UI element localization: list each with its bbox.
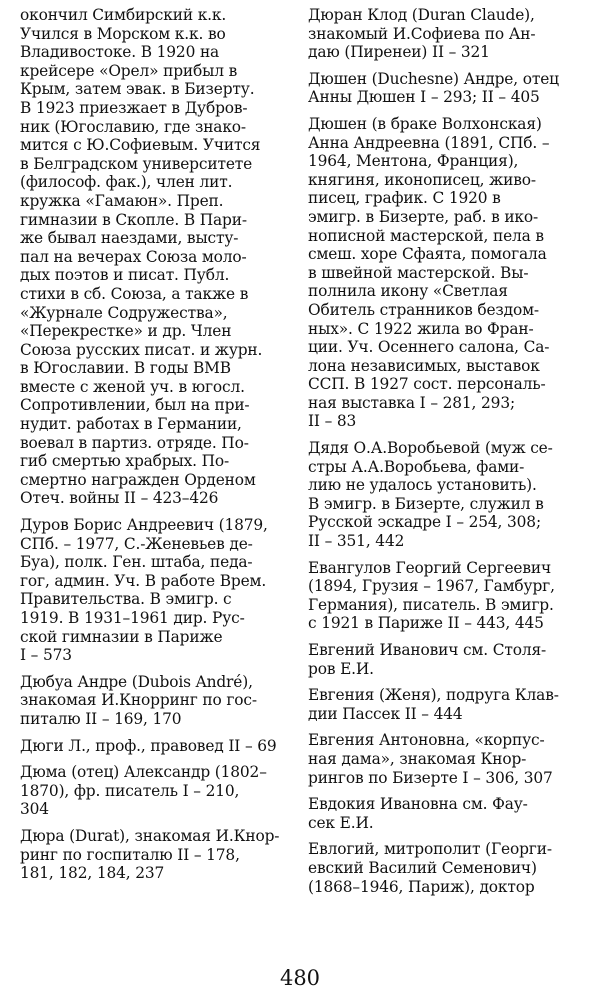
entry-line: даю (Пиренеи) II – 321 xyxy=(308,43,490,62)
entry-line: (1894, Грузия – 1967, Гамбург, xyxy=(308,577,555,596)
entry-line: Евангулов Георгий Сергеевич xyxy=(308,558,552,577)
entry-line: воевал в партиз. отряде. По- xyxy=(20,433,249,452)
index-entry xyxy=(308,559,590,633)
entry-line: Учился в Морском к.к. во xyxy=(20,24,226,43)
entry-line: полнила икону «Светлая xyxy=(308,282,508,301)
entry-line: ная выставка I – 281, 293; xyxy=(308,393,515,412)
index-entry xyxy=(308,439,590,551)
entry-line: лона независимых, выставок xyxy=(308,356,540,375)
entry-line: Евгения Антоновна, «корпус- xyxy=(308,731,545,750)
entry-line: В эмигр. в Бизерте, служил в xyxy=(308,494,544,513)
entry-line: княгиня, иконописец, живо- xyxy=(308,170,536,189)
entry-line: в швейной мастерской. Вы- xyxy=(308,263,529,282)
entry-line: Дюра (Durat), знакомая И.Кнор- xyxy=(20,826,280,845)
entry-line: Анна Андреевна (1891, СПб. – xyxy=(308,133,550,152)
entry-line: Дюма (отец) Александр (1802– xyxy=(20,763,267,782)
entry-line: сек Е.И. xyxy=(308,813,374,832)
entry-line: ных». С 1922 жила во Фран- xyxy=(308,319,534,338)
entry-line: гог, админ. Уч. В работе Врем. xyxy=(20,571,267,590)
entry-line: гиб смертью храбрых. По- xyxy=(20,452,230,471)
index-entry xyxy=(20,737,302,756)
entry-line: крейсере «Орел» прибыл в xyxy=(20,61,238,80)
entry-line: 304 xyxy=(20,800,49,819)
entry-line: II – 351, 442 xyxy=(308,532,405,551)
entry-line: I – 573 xyxy=(20,646,72,665)
entry-line: смеш. хоре Сфаята, помогала xyxy=(308,245,547,264)
entry-line: Владивостоке. В 1920 на xyxy=(20,43,220,62)
entry-line: в Белградском университете xyxy=(20,154,253,173)
entry-line: знакомый И.Софиева по Ан- xyxy=(308,24,536,43)
entry-line: эмигр. в Бизерте, раб. в ико- xyxy=(308,207,539,226)
entry-line: Дюги Л., проф., правовед II – 69 xyxy=(20,736,277,755)
index-entry xyxy=(20,763,302,819)
entry-line: Сопротивлении, был на при- xyxy=(20,396,250,415)
index-entry xyxy=(308,686,590,723)
entry-line: СПб. – 1977, С.-Женевьев де- xyxy=(20,534,253,553)
entry-line: питалю II – 169, 170 xyxy=(20,709,182,728)
entry-line: Дюран Клод (Duran Claude), xyxy=(308,6,535,24)
right-column xyxy=(308,6,590,904)
entry-line: же бывал наездами, высту- xyxy=(20,229,239,248)
entry-line: Обитель странников бездом- xyxy=(308,300,539,319)
entry-line: «Журнале Содружества», xyxy=(20,303,228,322)
entry-line: 1964, Ментона, Франция), xyxy=(308,152,519,171)
index-entry xyxy=(308,70,590,107)
entry-line: Дуров Борис Андреевич (1879, xyxy=(20,516,268,535)
index-entry xyxy=(308,6,590,62)
entry-line: мится с Ю.Софиевым. Учится xyxy=(20,136,261,155)
entry-line: окончил Симбирский к.к. xyxy=(20,6,227,24)
index-entry xyxy=(308,795,590,832)
entry-line: Евдокия Ивановна см. Фау- xyxy=(308,795,528,814)
entry-line: II – 83 xyxy=(308,412,357,431)
entry-line: Русской эскадре I – 254, 308; xyxy=(308,513,541,532)
entry-line: ник (Югославию, где знако- xyxy=(20,117,246,136)
entry-line: 181, 182, 184, 237 xyxy=(20,864,165,883)
entry-line: писец, график. С 1920 в xyxy=(308,189,501,208)
entry-line: нописной мастерской, пела в xyxy=(308,226,544,245)
entry-line: В 1923 приезжает в Дубров- xyxy=(20,98,248,117)
page-number: 480 xyxy=(279,966,321,990)
entry-line: нудит. работах в Германии, xyxy=(20,415,242,434)
entry-line: пал на вечерах Союза моло- xyxy=(20,247,247,266)
entry-line: Евгений Иванович см. Столя- xyxy=(308,641,547,659)
entry-line: Дюшен (Duchesne) Андре, отец xyxy=(308,69,559,88)
index-entry xyxy=(20,516,302,665)
entry-line: ров Е.И. xyxy=(308,659,374,678)
entry-line: смертно награжден Орденом xyxy=(20,470,256,489)
index-entry xyxy=(20,827,302,883)
index-entry xyxy=(20,673,302,729)
entry-line: кружка «Гамаюн». Преп. xyxy=(20,191,224,210)
entry-line: Союза русских писат. и журн. xyxy=(20,340,263,359)
entry-line: Дюбуа Андре (Dubois André), xyxy=(20,672,253,691)
entry-line: 1870), фр. писатель I – 210, xyxy=(20,781,240,800)
index-entry xyxy=(20,6,302,508)
entry-line: знакомая И.Кнорринг по гос- xyxy=(20,691,257,710)
entry-line: евский Василий Семенович) xyxy=(308,858,537,877)
entry-line: дии Пассек II – 444 xyxy=(308,704,463,723)
entry-line: ринг по госпиталю II – 178, xyxy=(20,845,240,864)
index-entry xyxy=(308,840,590,896)
entry-line: «Перекрестке» и др. Член xyxy=(20,322,232,341)
entry-line: 1919. В 1931–1961 дир. Рус- xyxy=(20,609,245,627)
entry-line: ная дама», знакомая Кнор- xyxy=(308,749,527,768)
entry-line: Отеч. войны II – 423–426 xyxy=(20,489,219,508)
entry-line: Евлогий, митрополит (Георги- xyxy=(308,840,552,859)
entry-line: ской гимназии в Париже xyxy=(20,627,223,646)
entry-line: стихи в сб. Союза, а также в xyxy=(20,284,249,303)
entry-line: стры А.А.Воробьева, фами- xyxy=(308,457,525,476)
entry-line: гимназии в Скопле. В Пари- xyxy=(20,210,247,229)
index-entry xyxy=(308,115,590,431)
left-column xyxy=(20,6,302,891)
entry-line: Германия), писатель. В эмигр. xyxy=(308,595,554,614)
entry-line: лию не удалось установить). xyxy=(308,476,537,495)
entry-line: Правительства. В эмигр. с xyxy=(20,590,232,609)
entry-line: Дядя О.А.Воробьевой (муж се- xyxy=(308,439,553,458)
entry-line: (1868–1946, Париж), доктор xyxy=(308,877,535,896)
entry-line: дых поэтов и писат. Публ. xyxy=(20,266,230,285)
index-entry xyxy=(308,641,590,678)
entry-line: (философ. фак.), член лит. xyxy=(20,173,233,192)
entry-line: вместе с женой уч. в югосл. xyxy=(20,377,245,396)
entry-line: ции. Уч. Осеннего салона, Са- xyxy=(308,338,550,357)
index-entry xyxy=(308,731,590,787)
entry-line: Анны Дюшен I – 293; II – 405 xyxy=(308,88,540,107)
entry-line: в Югославии. В годы ВМВ xyxy=(20,359,231,378)
entry-line: Буа), полк. Ген. штаба, педа- xyxy=(20,553,253,572)
entry-line: Крым, затем эвак. в Бизерту. xyxy=(20,80,255,99)
entry-line: ССП. В 1927 сост. персональ- xyxy=(308,375,546,394)
entry-line: Евгения (Женя), подруга Клав- xyxy=(308,686,559,705)
entry-line: с 1921 в Париже II – 443, 445 xyxy=(308,614,544,633)
entry-line: Дюшен (в браке Волхонская) xyxy=(308,114,542,133)
entry-line: рингов по Бизерте I – 306, 307 xyxy=(308,768,553,787)
